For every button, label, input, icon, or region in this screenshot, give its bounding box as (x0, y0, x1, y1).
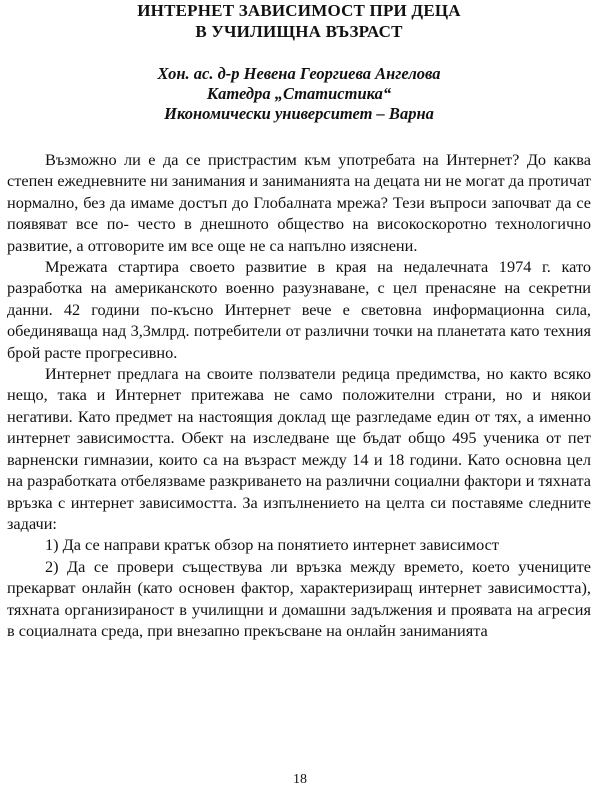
task-item-1: 1) Да се направи кратък обзор на понятието интернет зависимост (45, 535, 499, 555)
title-line-2: В УЧИЛИЩНА ВЪЗРАСТ (195, 22, 403, 41)
author-institution: Икономически университет – Варна (164, 104, 434, 123)
author-department: Катедра „Статистика“ (206, 84, 392, 103)
author-name: Хон. ас. д-р Невена Георгиева Ангелова (157, 64, 441, 83)
title-line-1: ИНТЕРНЕТ ЗАВИСИМОСТ ПРИ ДЕЦА (137, 1, 461, 20)
title-block (7, 0, 591, 42)
task-item-2: 2) Да се провери съществува ли връзка между времето, което учениците прекарват онлайн (като основен фактор, характеризиращ интернет зависимостта), тяхната организираност в училищни и домашни задължения и проявата на агресия в социалната среда, при внезапно прекъсване на онлайн заниманията (7, 556, 591, 640)
author-block (7, 64, 591, 124)
paragraph-intro: Възможно ли е да се пристрастим към употребата на Интернет? До каква степен ежедневните ни занимания и заниманията на децата ни не могат да протичат нормално, без да имаме достъп до Глобалната мрежа? Тези въпроси започват да се появяват все по- често в днешното общество на високоскоротно технологично развитие, а отговорите им все още не са напълно изяснени. (7, 150, 591, 255)
body-text (7, 149, 591, 641)
paragraph-history: Мрежата стартира своето развитие в края на недалечната 1974 г. като разработка на американското военно разузнаване, с цел пренасяне на секретни данни. 42 години по-късно Интернет вече е световна информационна сила, обединяваща над 3,3млрд. потребители от различни точки на планетата като техния брой расте прогресивно. (7, 257, 591, 362)
paragraph-objectives: Интернет предлага на своите ползватели редица предимства, но както всяко нещо, така и Интернет притежава не само положителни страни, но и някои негативи. Като предмет на настоящия доклад ще разгледаме един от тях, а именно интернет зависимостта. Обект на изследване ще бъдат общо 495 ученика от пет варненски гимназии, които са на възраст между 14 и 18 години. Като основна цел на разработката отбелязваме разкриването на различни социални фактори и тяхната връзка с интернет зависимостта. За изпълнението на целта си поставяме следните задачи: (7, 364, 591, 533)
page-number: 18 (293, 772, 307, 787)
